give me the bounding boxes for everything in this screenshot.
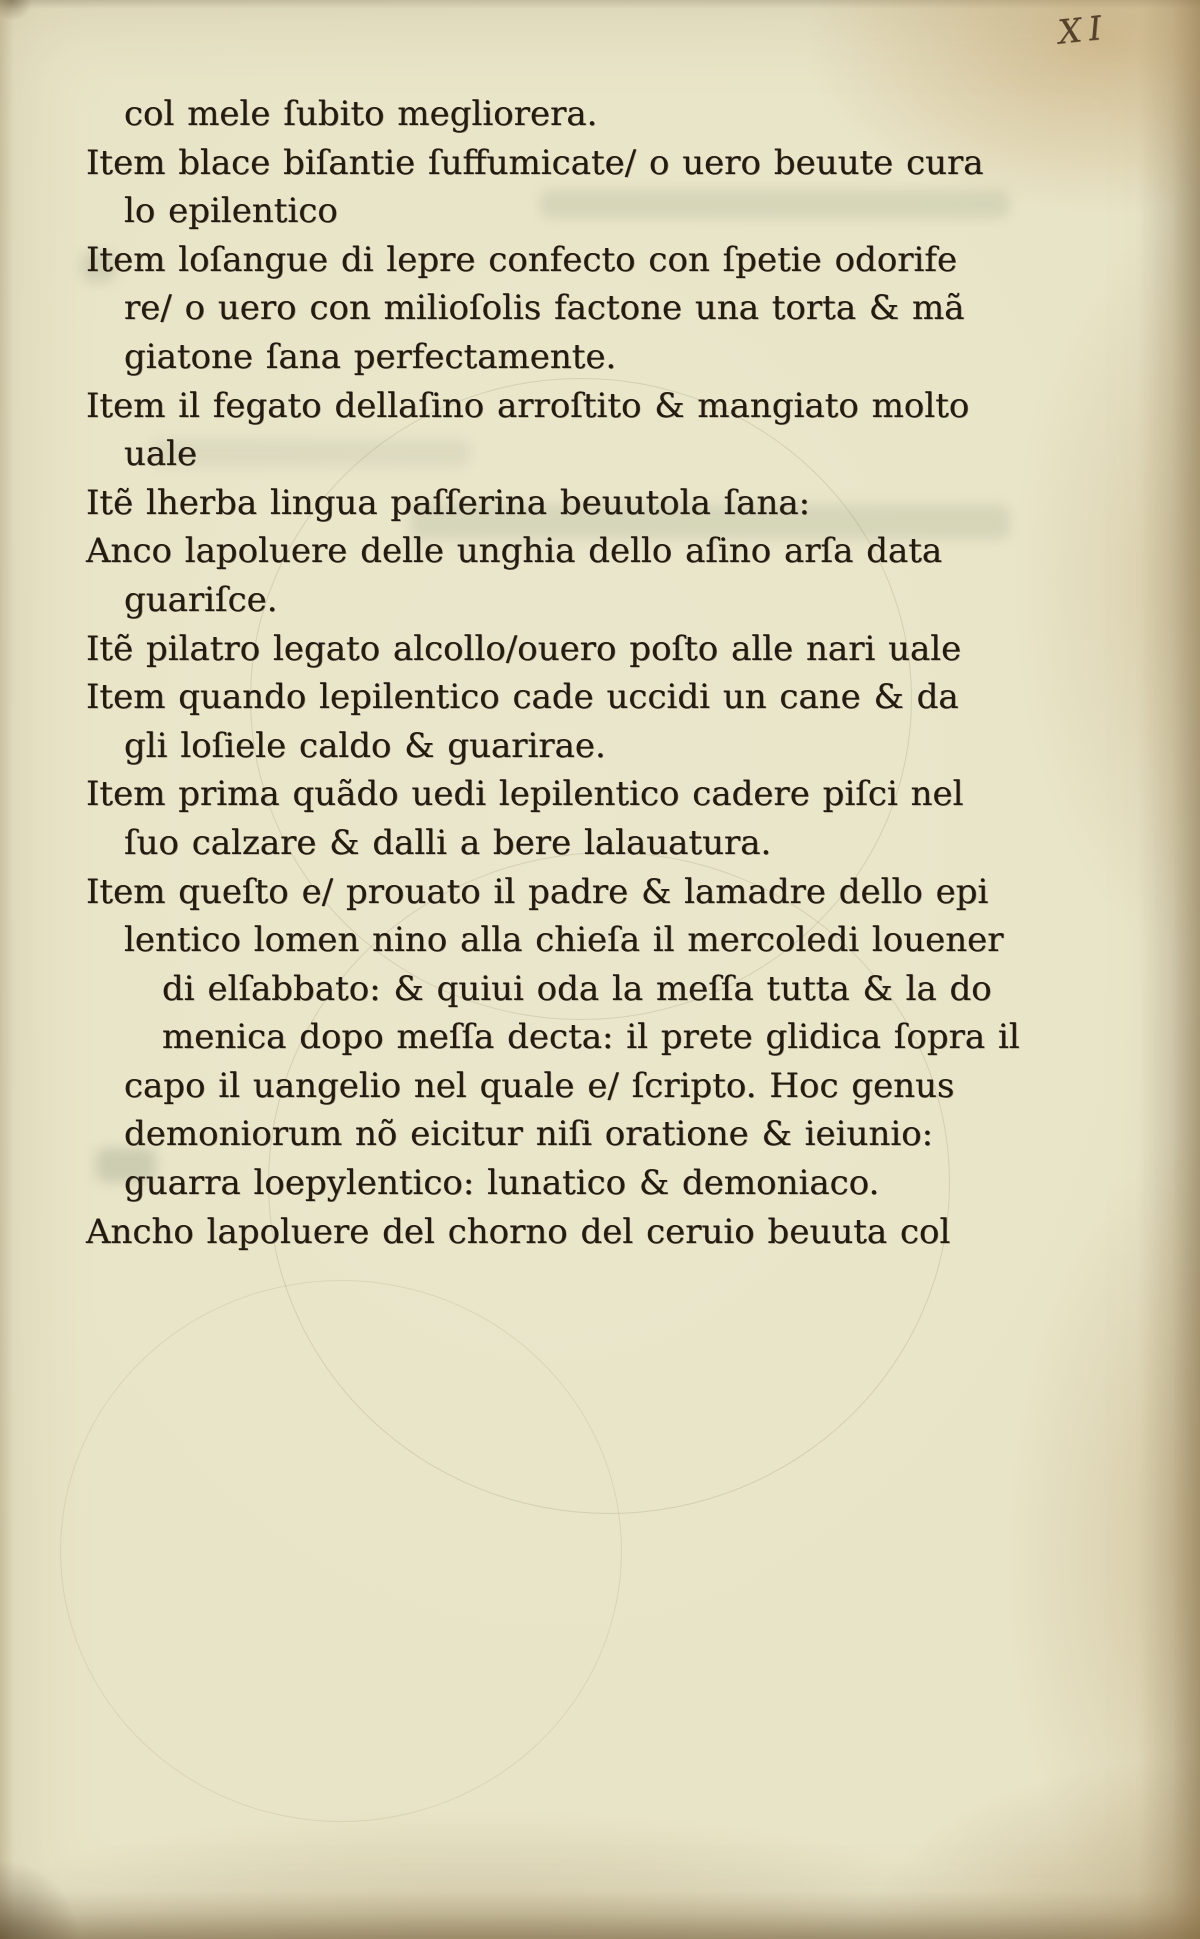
- text-line: guarra loepylentico: lunatico & demoniaco.: [124, 1163, 880, 1204]
- text-line: di elſabbato: & quiui oda la meſſa tutta & la do: [162, 968, 992, 1009]
- text-line: Item queſto e/ prouato il padre & lamadre dello epi: [86, 871, 989, 912]
- text-line: Item prima quãdo uedi lepilentico cadere piſci nel: [86, 774, 964, 815]
- text-block: [86, 90, 1136, 1256]
- text-line: re/ o uero con milioſolis factone una torta & mã: [124, 288, 965, 329]
- text-line: capo il uangelio nel quale e/ ſcripto. Hoc genus: [124, 1065, 955, 1106]
- text-line: Anco lapoluere delle unghia dello aſino arſa data: [86, 531, 943, 572]
- text-line: Itẽ pilatro legato alcollo/ouero poſto alle nari uale: [86, 628, 962, 669]
- text-line: Item il fegato dellaſino arroſtito & mangiato molto: [86, 385, 970, 426]
- text-line: Ancho lapoluere del chorno del ceruio beuuta col: [86, 1211, 951, 1252]
- text-line: ſuo calzare & dalli a bere lalauatura.: [124, 822, 772, 863]
- text-line: Item quando lepilentico cade uccidi un cane & da: [86, 677, 959, 718]
- text-line: Item loſangue di lepre confecto con ſpetie odorife: [86, 239, 958, 280]
- text-line: Itẽ lherba lingua paſſerina beuutola ſana:: [86, 482, 811, 523]
- text-line: lo epilentico: [124, 191, 338, 232]
- text-line: menica dopo meſſa decta: il prete glidica ſopra il: [162, 1017, 1020, 1058]
- text-line: guariſce.: [124, 579, 278, 620]
- text-line: demoniorum nõ eicitur niſi oratione & ieiunio:: [124, 1114, 934, 1155]
- text-line: col mele ſubito megliorera.: [124, 94, 598, 134]
- folio-number: XI: [1056, 7, 1111, 52]
- text-line: gli loſiele caldo & guarirae.: [124, 725, 606, 766]
- watermark-ring: [60, 1280, 622, 1822]
- text-line: lentico lomen nino alla chieſa il mercoledi louener: [124, 920, 1004, 961]
- text-line: Item blace biſantie ſuffumicate/ o uero beuute cura: [86, 142, 984, 183]
- text-line: giatone ſana perfectamente.: [124, 336, 617, 377]
- text-line: uale: [124, 434, 198, 475]
